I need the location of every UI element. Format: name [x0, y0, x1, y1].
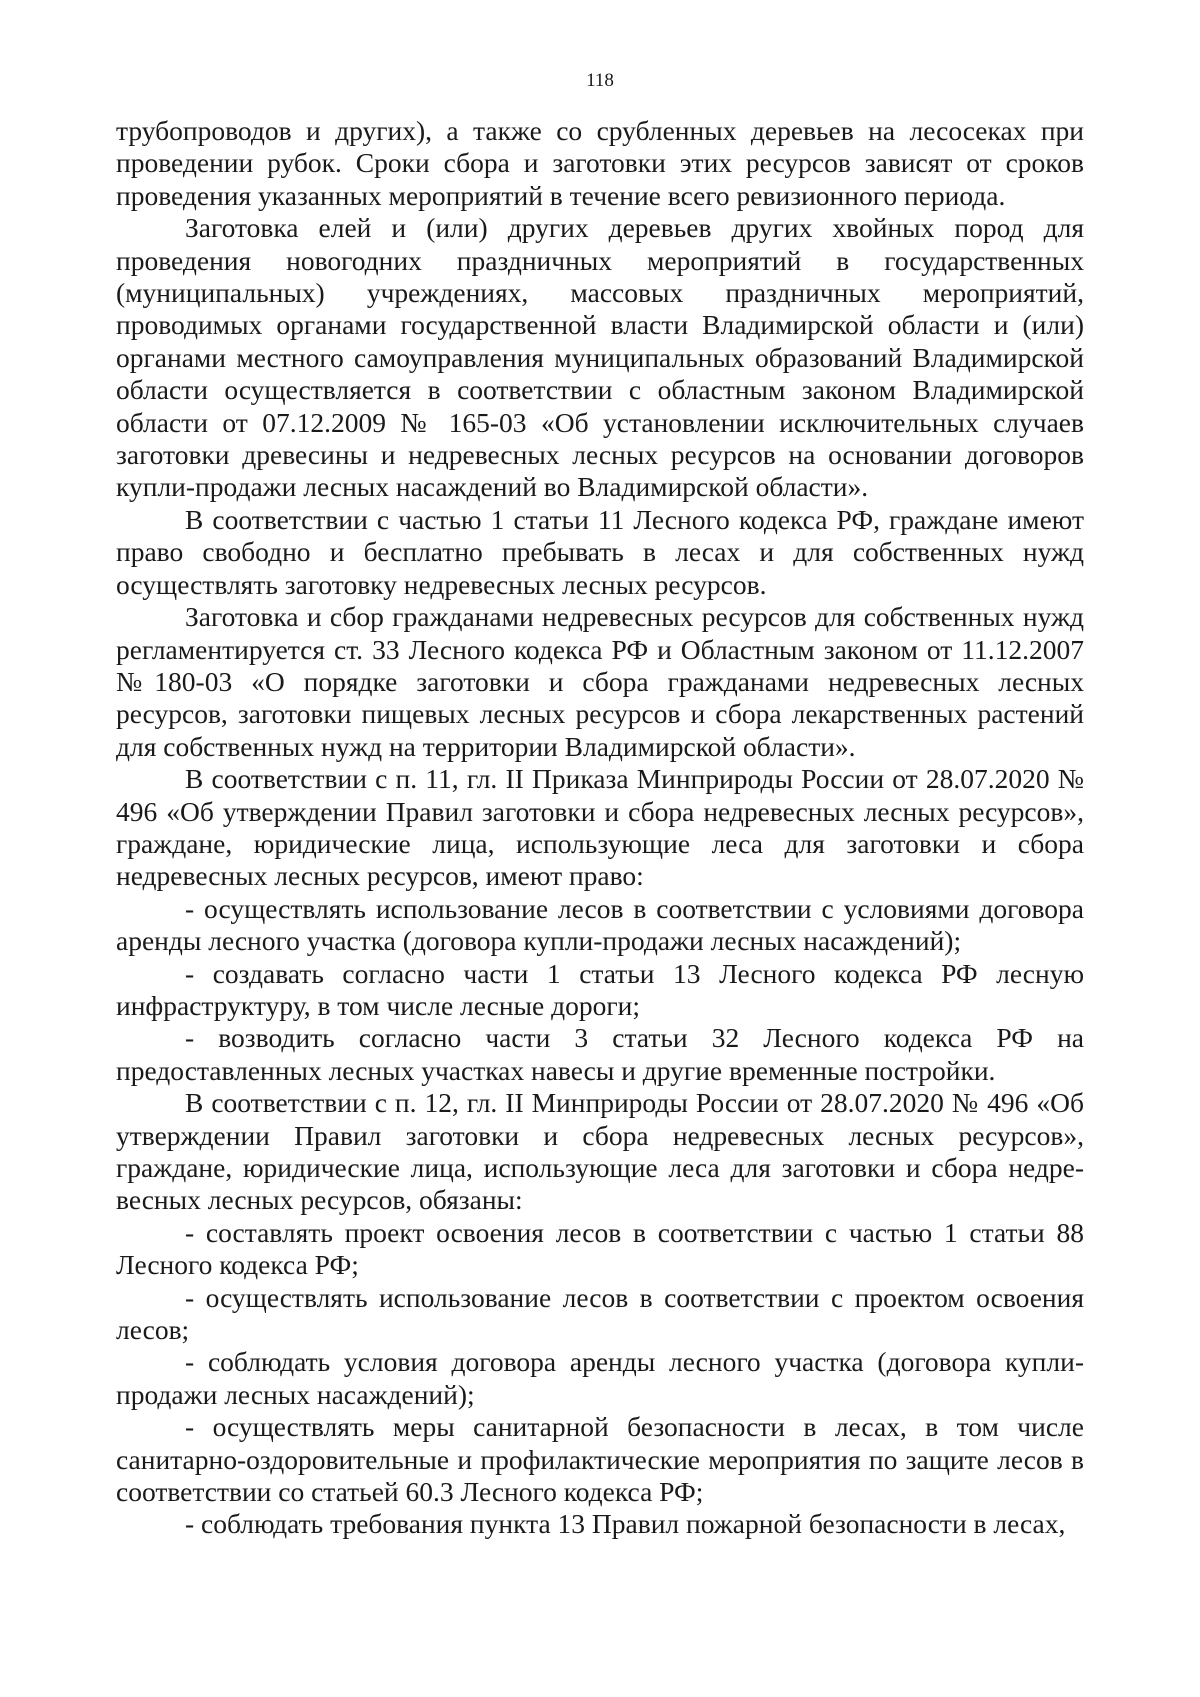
paragraph: Заготовка елей и (или) других деревьев других хвойных пород для проведения новогодних праздничных мероприятий в государственных (муниципальных) учреждениях, массовых праздничных мероприятий, проводимых органами государственной власти Владимирской области и (или) органами местного самоуправления муниципальных образований Владимирской области осуществляется в соответствии с областным законом Владимирской области от 07.12.2009 № 165-03 «Об установлении исключительных случаев заготовки древесины и недревесных лесных ресурсов на основании договоров купли-продажи лесных насаждений во Владимирской области».	[116, 212, 1084, 503]
page-number: 118	[586, 70, 614, 91]
paragraph: трубопроводов и других), а также со срубленных деревьев на лесосеках при проведении рубок. Сроки сбора и заготовки этих ресурсов зависят от сроков проведения указанных мероприятий в течение всего ревизионного периода.	[116, 115, 1084, 211]
document-body	[116, 115, 1084, 1541]
paragraph: Заготовка и сбор гражданами недревесных ресурсов для собственных нужд регламентируется ст. 33 Лесного кодекса РФ и Областным законом от 11.12.2007 №180-03 «О порядке заготовки и сбора гражданами недревесных лесных ресурсов, заготовки пищевых лесных ресурсов и сбора лекарственных растений для собственных нужд на территории Владимирской области».	[116, 601, 1084, 762]
paragraph: В соответствии с п. 12, гл. II Минприроды России от 28.07.2020 № 496 «Об утверждении Правил заготовки и сбора недревесных лесных ресурсов», граждане, юридические лица, использующие леса для заготовки и сбора недревесных лесных ресурсов, обязаны:	[116, 1087, 1084, 1216]
paragraph: В соответствии с частью 1 статьи 11 Лесного кодекса РФ, граждане имеют право свободно и бесплатно пребывать в лесах и для собственных нужд осуществлять заготовку недревесных лесных ресурсов.	[116, 503, 1084, 600]
paragraph: В соответствии с п. 11, гл. II Приказа Минприроды России от 28.07.2020 № 496 «Об утверждении Правил заготовки и сбора недревесных лесных ресурсов», граждане, юридические лица, использующие леса для заготовки и сбора недревесных лесных ресурсов, имеют право:	[116, 763, 1084, 892]
list-item: - осуществлять использование лесов в соответствии с условиями договора аренды лесного участка (договора купли-продажи лесных насаждений);	[116, 892, 1084, 957]
list-item: - создавать согласно части 1 статьи 13 Лесного кодекса РФ лесную инфраструктуру, в том числе лесные дороги;	[116, 957, 1084, 1021]
list-item: - соблюдать требования пункта 13 Правил пожарной безопасности в лесах,	[185, 1508, 1066, 1540]
list-item: - соблюдать условия договора аренды лесного участка (договора купли-продажи лесных насаждений);	[116, 1346, 1084, 1410]
list-item: - возводить согласно части 3 статьи 32 Лесного кодекса РФ на предоставленных лесных участках навесы и другие временные постройки.	[116, 1022, 1084, 1086]
list-item: - осуществлять меры санитарной безопасности в лесах, в том числе санитарно-оздоровительные и профилактические мероприятия по защите лесов в соответствии со статьей 60.3 Лесного кодекса РФ;	[116, 1411, 1084, 1508]
list-item: - составлять проект освоения лесов в соответствии с частью 1 статьи 88 Лесного кодекса РФ;	[116, 1216, 1084, 1281]
list-item: - осуществлять использование лесов в соответствии с проектом освоения лесов;	[116, 1281, 1084, 1346]
